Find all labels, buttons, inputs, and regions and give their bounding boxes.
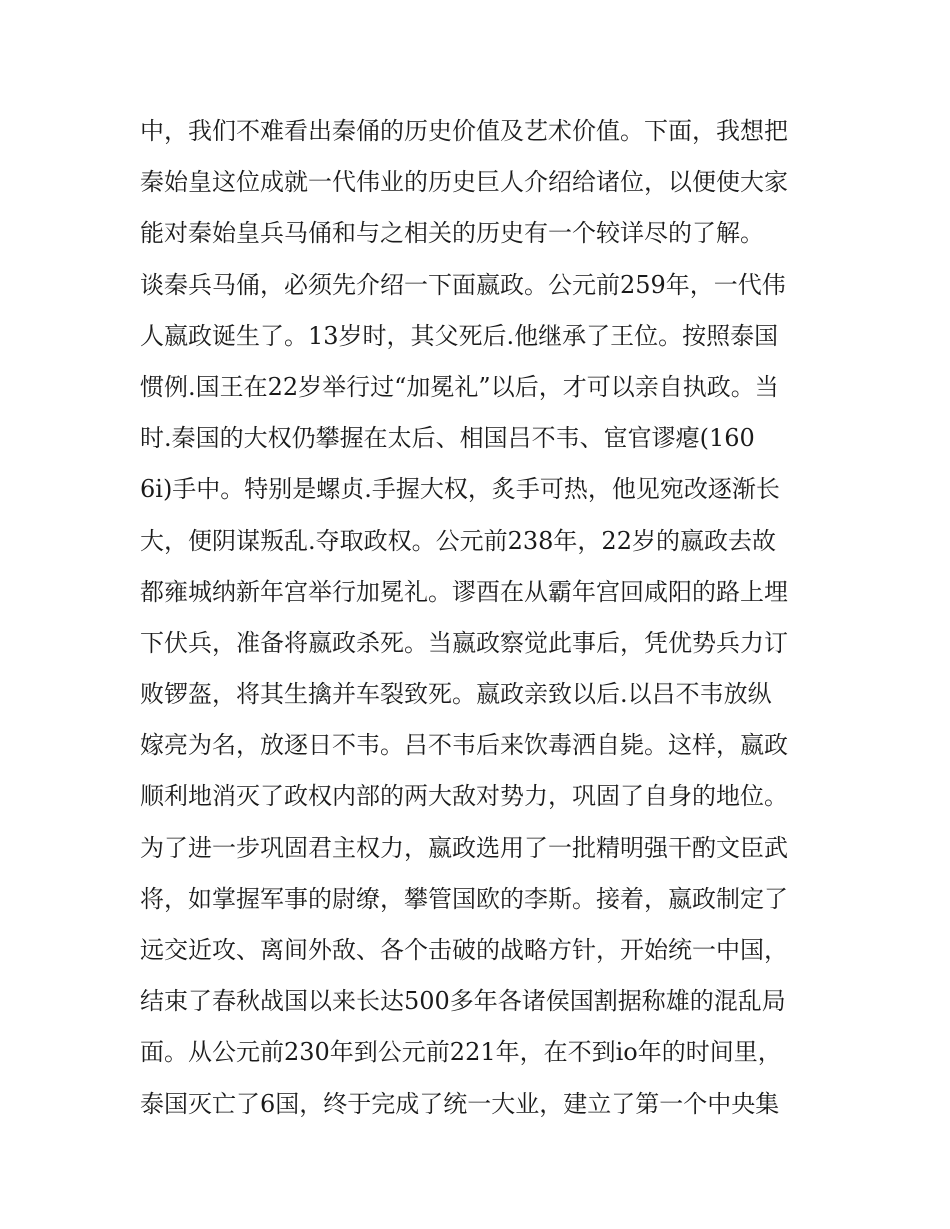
text-line: 将，如掌握军事的尉缭，攀管国欧的李斯。接着，嬴政制定了	[140, 884, 788, 913]
text-line: 都雍城纳新年宫举行加冕礼。谬酉在从霸年宫回咸阳的路上埋	[140, 577, 788, 606]
text-line: 人嬴政诞生了。13岁时，其父死后.他继承了王位。按照泰国	[140, 321, 779, 350]
text-line: 为了进一步巩固君主权力，嬴政选用了一批精明强干酌文臣武	[140, 833, 788, 862]
text-line: 远交近攻、离间外敌、各个击破的战略方针，开始统一中国，	[140, 936, 788, 964]
text-line: 败锣盔，将其生擒并车裂致死。嬴政亲致以后.以吕不韦放纵	[140, 680, 772, 709]
text-line: 嫁亮为名，放逐日不韦。吕不韦后来饮毒洒自毙。这样，嬴政	[140, 731, 788, 760]
text-line: 能对秦始皇兵马俑和与之相关的历史有一个较详尽的了解。	[140, 219, 764, 248]
text-line: 顺利地消灭了政权内部的两大敌对势力，巩固了自身的地位。	[140, 782, 788, 811]
text-line: 大，便阴谋叛乱.夺取政权。公元前238年，22岁的嬴政去故	[140, 526, 776, 555]
text-line: 结束了春秋战国以来长达500多年各诸侯国割据称雄的混乱局	[140, 987, 786, 1016]
text-line: 时.秦国的大权仍攀握在太后、相国吕不韦、宦官谬瘪(160	[140, 424, 755, 453]
text-line: 惯例.国王在22岁举行过“加冕礼”以后，才可以亲自执政。当	[140, 372, 779, 401]
text-line: 秦始皇这位成就一代伟业的历史巨人介绍给诸位，以便使大家	[140, 168, 788, 197]
text-line: 泰国灭亡了6国，终于完成了统一大业，建立了第一个中央集	[140, 1089, 780, 1118]
text-line: 中，我们不难看出秦俑的历史价值及艺术价值。下面，我想把	[140, 117, 788, 145]
text-line: 下伏兵，准备将嬴政杀死。当嬴政察觉此事后，凭优势兵力订	[140, 628, 788, 657]
text-line: 面。从公元前230年到公元前221年，在不到io年的时间里，	[140, 1038, 782, 1067]
text-line: 谈秦兵马俑，必须先介绍一下面嬴政。公元前259年，一代伟	[140, 270, 786, 299]
body-text	[140, 106, 820, 1130]
text-line: 6i)手中。特别是螺贞.手握大权，炙手可热，他见宛改逐渐长	[140, 475, 780, 504]
